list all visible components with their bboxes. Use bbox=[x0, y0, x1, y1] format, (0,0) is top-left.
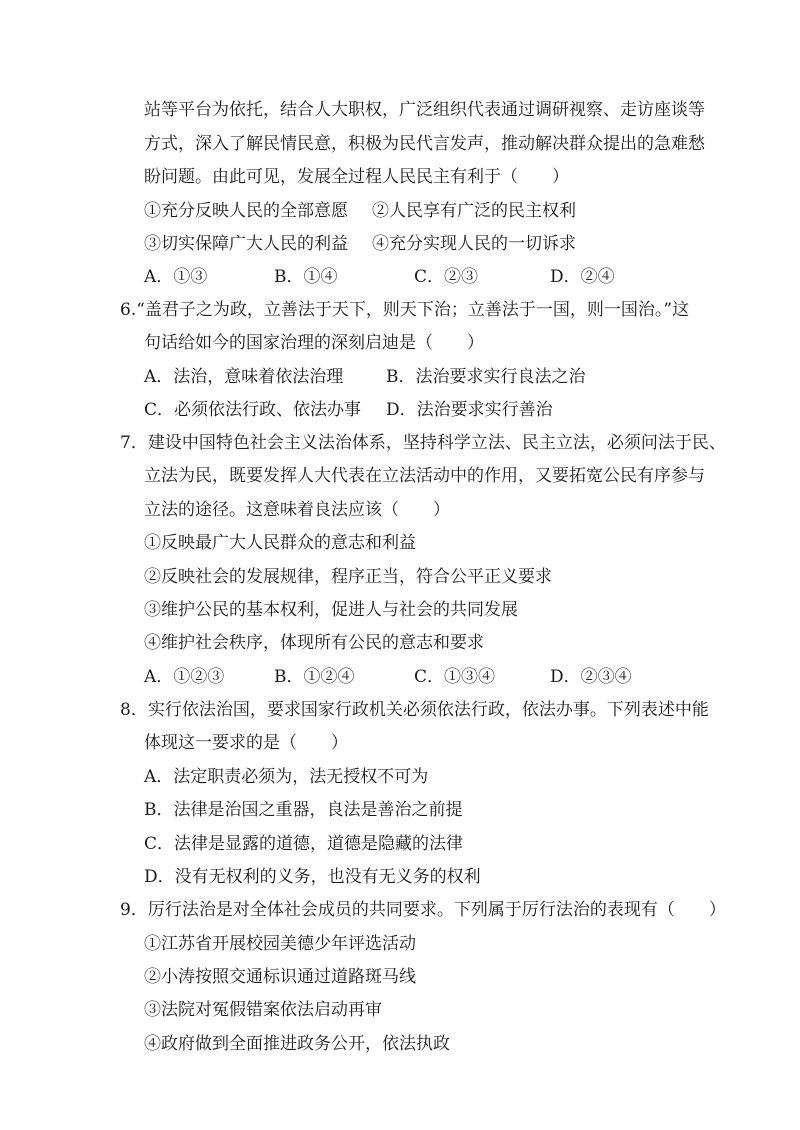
q6-option-c: C．必须依法行政、依法办事 bbox=[144, 400, 362, 420]
q8-option-d: D．没有无权利的义务，也没有无义务的权利 bbox=[144, 867, 481, 887]
q5-option-a: A．①③ bbox=[144, 267, 208, 287]
q5-line-2: 方式，深入了解民情民意，积极为民代言发声，推动解决群众提出的急难愁 bbox=[144, 134, 705, 154]
q7-item-4: ④维护社会秩序，体现所有公民的意志和要求 bbox=[144, 633, 484, 653]
q7-option-b: B．①②④ bbox=[274, 667, 355, 687]
q8-option-c: C．法律是显露的道德，道德是隐藏的法律 bbox=[144, 834, 464, 854]
q8-option-a: A．法定职责必须为，法无授权不可为 bbox=[144, 767, 429, 787]
q6-option-d: D．法治要求实行善治 bbox=[386, 400, 553, 420]
q6-line-1: 6.“盖君子之为政，立善法于天下，则天下治；立善法于一国，则一国治。”这 bbox=[120, 300, 690, 320]
q5-item-1: ①充分反映人民的全部意愿 bbox=[144, 201, 348, 221]
q7-option-a: A．①②③ bbox=[144, 667, 225, 687]
q5-line-3: 盼问题。由此可见，发展全过程人民民主有利于（ ） bbox=[144, 167, 569, 187]
q5-item-2: ②人民享有广泛的民主权利 bbox=[372, 201, 576, 221]
q8-line-1: 8．实行依法治国，要求国家行政机关必须依法行政，依法办事。下列表述中能 bbox=[120, 700, 709, 720]
q7-item-3: ③维护公民的基本权利，促进人与社会的共同发展 bbox=[144, 600, 518, 620]
q5-option-d: D．②④ bbox=[550, 267, 615, 287]
q5-option-b: B．①④ bbox=[274, 267, 338, 287]
q7-option-d: D．②③④ bbox=[550, 667, 632, 687]
q9-item-2: ②小涛按照交通标识通过道路斑马线 bbox=[144, 967, 416, 987]
q7-line-2: 立法为民，既要发挥人大代表在立法活动中的作用，又要拓宽公民有序参与 bbox=[144, 466, 705, 486]
q9-item-4: ④政府做到全面推进政务公开，依法执政 bbox=[144, 1034, 450, 1054]
q6-line-2: 句话给如今的国家治理的深刻启迪是（ ） bbox=[144, 333, 484, 353]
q9-item-3: ③法院对冤假错案依法启动再审 bbox=[144, 1000, 382, 1020]
q6-option-b: B．法治要求实行良法之治 bbox=[386, 367, 586, 387]
q7-line-3: 立法的途径。这意味着良法应该（ ） bbox=[144, 500, 450, 520]
q7-line-1: 7．建设中国特色社会主义法治体系，坚持科学立法、民主立法，必须问法于民、 bbox=[120, 433, 726, 453]
q5-option-c: C．②③ bbox=[414, 267, 479, 287]
q7-option-c: C．①③④ bbox=[414, 667, 496, 687]
q5-line-1: 站等平台为依托，结合人大职权，广泛组织代表通过调研视察、走访座谈等 bbox=[144, 100, 705, 120]
q9-line-1: 9．厉行法治是对全体社会成员的共同要求。下列属于厉行法治的表现有（ ） bbox=[120, 900, 726, 920]
q7-item-1: ①反映最广大人民群众的意志和利益 bbox=[144, 533, 416, 553]
q7-item-2: ②反映社会的发展规律，程序正当，符合公平正义要求 bbox=[144, 567, 552, 587]
q8-line-2: 体现这一要求的是（ ） bbox=[144, 733, 348, 753]
q8-option-b: B．法律是治国之重器，良法是善治之前提 bbox=[144, 800, 463, 820]
q5-item-4: ④充分实现人民的一切诉求 bbox=[372, 234, 576, 254]
q9-item-1: ①江苏省开展校园美德少年评选活动 bbox=[144, 934, 416, 954]
q5-item-3: ③切实保障广大人民的利益 bbox=[144, 234, 348, 254]
q6-option-a: A．法治，意味着依法治理 bbox=[144, 367, 344, 387]
